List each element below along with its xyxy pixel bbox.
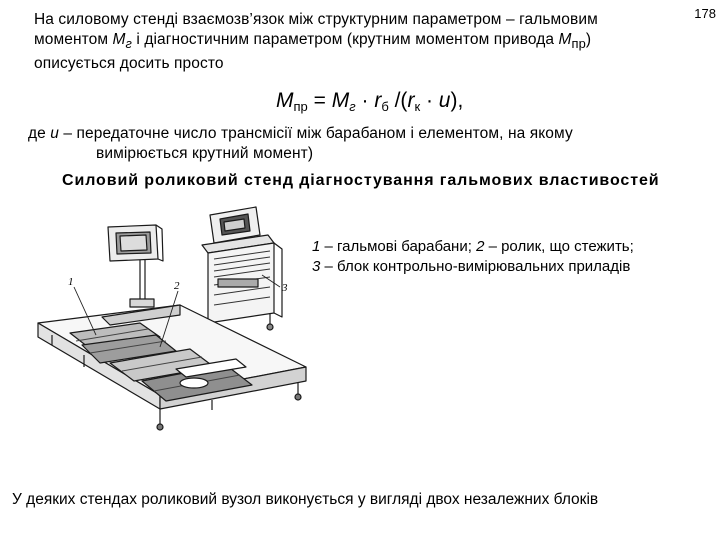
formula-dot-1: · — [355, 89, 375, 112]
formula-u: u — [438, 89, 451, 112]
legend-num-2: 2 — [476, 238, 485, 255]
mg-subscript: г — [125, 36, 133, 52]
formula-eq: = — [307, 89, 332, 112]
brake-stand-drawing — [30, 195, 320, 480]
instrument-cabinet — [202, 207, 282, 338]
legend-num-3: 3 — [312, 258, 321, 275]
where-line-1: – передаточне число трансмісії між барабаном і елементом, на якому — [59, 125, 573, 142]
callout-3: 3 — [282, 282, 288, 294]
formula-dot-2: · — [420, 89, 439, 112]
torque-formula — [276, 88, 463, 120]
formula-rk-sub: к — [414, 99, 421, 114]
where-prefix: де — [28, 125, 51, 142]
intro-part-2: і діагностичним параметром (крутним моментом привода — [132, 31, 559, 48]
legend-text-2: – ролик, що стежить; — [484, 238, 634, 255]
footer-note: У деяких стендах роликовий вузол виконується у вигляді двох незалежних блоків — [12, 491, 599, 508]
intro-paragraph — [34, 10, 674, 74]
intro-part-3: ) описується досить просто — [34, 31, 592, 73]
mpr-symbol: М — [558, 31, 572, 48]
where-u: u — [50, 125, 60, 142]
formula-r: r — [374, 89, 382, 112]
where-line-2: вимірюється крутний момент) — [96, 145, 314, 162]
figure-legend — [312, 237, 712, 277]
formula-rk: r — [407, 89, 415, 112]
legend-text-1: – гальмові барабани; — [320, 238, 477, 255]
legend-num-1: 1 — [312, 238, 321, 255]
page-number: 178 — [694, 6, 716, 21]
formula-lhs-sub: пр — [293, 99, 308, 114]
formula-div: /( — [388, 89, 408, 112]
left-monitor-unit — [108, 225, 163, 307]
callout-2: 2 — [174, 280, 180, 292]
callout-1: 1 — [68, 276, 74, 288]
formula-close: ), — [450, 89, 464, 112]
intro-part-1: На силовому стенді взаємозв’язок між структурним параметром – гальмовим моментом — [34, 11, 598, 48]
formula-explanation — [28, 124, 678, 164]
formula-lhs: М — [276, 89, 294, 112]
formula-m-sub: г — [349, 99, 356, 114]
section-heading: Силовий роликовий стенд діагностування гальмових властивостей — [62, 172, 660, 189]
mg-symbol: М — [112, 31, 126, 48]
stand-platform — [38, 305, 306, 430]
legend-text-3: – блок контрольно-вимірювальних приладів — [320, 258, 631, 275]
mpr-subscript: пр — [571, 36, 586, 52]
formula-m: М — [331, 89, 350, 112]
formula-r-sub: б — [381, 99, 389, 114]
